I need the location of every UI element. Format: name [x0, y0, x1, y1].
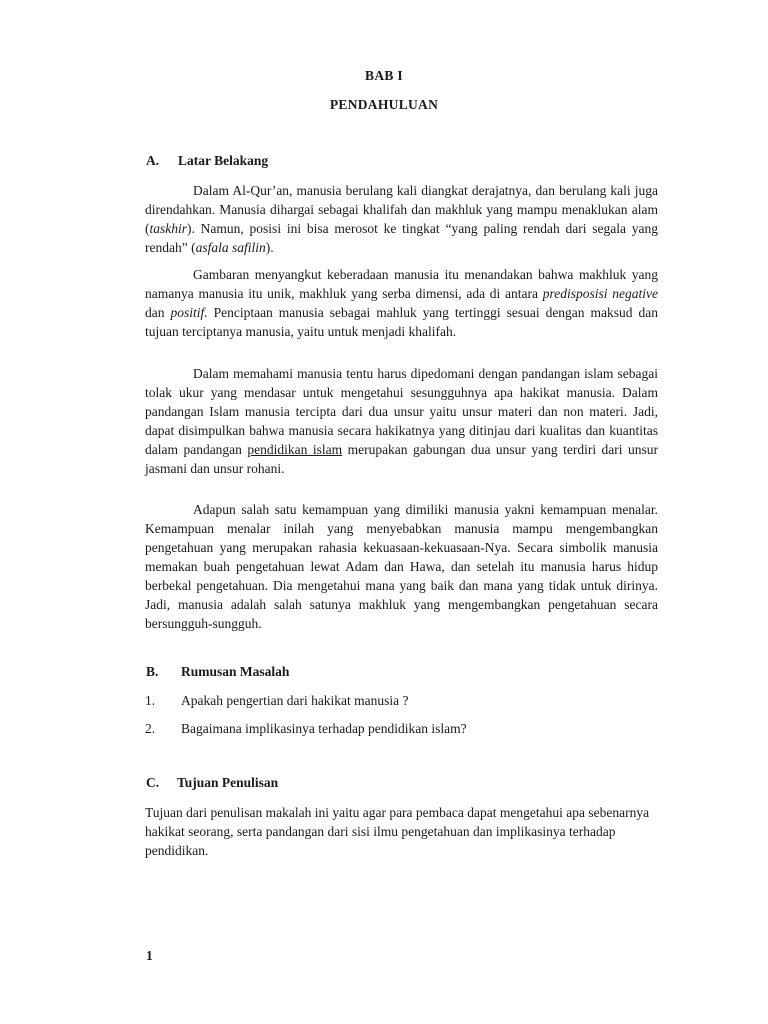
italic-term: predisposisi negative — [542, 286, 658, 301]
text-run: Dalam Al-Qur’an, manusia berulang kali diangkat derajatnya, dan berulang kali juga direndahkan. Manusia dihargai sebagai khalifah dan makhluk yang mampu menaklukan alam ( — [145, 183, 658, 236]
italic-term: taskhir — [149, 221, 188, 236]
paragraph-a1 — [145, 181, 658, 257]
section-b-title — [146, 664, 289, 680]
section-a-heading: Latar Belakang — [178, 153, 269, 168]
text-run: Tujuan dari penulisan makalah ini yaitu agar para pembaca dapat mengetahui apa sebenarnya hakikat seorang, serta pandangan dari sisi ilmu pengetahuan dan implikasinya terhadap pendidikan. — [145, 805, 650, 858]
paragraph-a2 — [145, 265, 658, 341]
chapter-title: PENDAHULUAN — [329, 97, 439, 112]
paragraph-c1 — [145, 803, 665, 860]
text-run: Adapun salah satu kemampuan yang dimiliki manusia yakni kemampuan menalar. Kemampuan menalar inilah yang menyebabkan manusia mampu mengembangkan pengetahuan yang merupakan rahasia kekuasaan-kekuasaan-Nya. Secara simbolik manusia memakan buah pengetahuan lewat Adam dan Hawa, dan setelah itu manusia harus hidup berbekal pengetahuan. Dia mengetahui mana yang baik dan mana yang tidak untuk dirinya. Jadi, manusia adalah salah satunya makhluk yang mengembangkan pengetahuan secara bersungguh-sungguh. — [145, 502, 658, 631]
section-a-title — [146, 153, 268, 169]
underlined-term: pendidikan islam — [247, 442, 343, 457]
section-c-heading: Tujuan Penulisan — [177, 775, 279, 790]
list-item — [145, 693, 409, 709]
list-number: 2. — [145, 721, 156, 736]
text-run: Gambaran menyangkut keberadaan manusia itu menandakan bahwa makhluk yang namanya manusia itu unik, makhluk yang serba dimensi, ada di antara — [145, 267, 658, 301]
section-a-letter: A. — [146, 153, 160, 168]
paragraph-a4 — [145, 500, 658, 633]
text-run: Penciptaan manusia sebagai mahluk yang tertinggi sesuai dengan maksud dan tujuan terciptanya manusia, yaitu untuk menjadi khalifah. — [145, 305, 658, 339]
text-run: ). Namun, posisi ini bisa merosot ke tingkat “yang paling rendah dari segala yang rendah” ( — [145, 221, 658, 255]
text-run: Dalam memahami manusia tentu harus dipedomani dengan pandangan islam sebagai tolak ukur yang mendasar untuk mengetahui sesungguhnya apa hakikat manusia. Dalam pandangan Islam manusia tercipta dari dua unsur yaitu unsur materi dan non materi. Jadi, dapat disimpulkan bahwa manusia secara hakikatnya yang ditinjau dari kualitas dan kuantitas dalam pandangan — [145, 366, 658, 457]
section-c-title — [146, 775, 278, 791]
list-text: Apakah pengertian dari hakikat manusia ? — [181, 693, 409, 708]
section-b-heading: Rumusan Masalah — [181, 664, 290, 679]
text-run: ). — [265, 240, 274, 255]
section-c-letter: C. — [146, 775, 160, 790]
page-number: 1 — [146, 948, 153, 963]
text-run: dan — [145, 305, 171, 320]
chapter-label: BAB I — [365, 68, 403, 83]
italic-term: asfala safilin — [195, 240, 266, 255]
section-b-letter: B. — [146, 664, 159, 679]
list-number: 1. — [145, 693, 156, 708]
italic-term: positif. — [170, 305, 208, 320]
text-run: merupakan gabungan dua unsur yang terdiri dari unsur jasmani dan unsur rohani. — [145, 442, 658, 476]
list-item — [145, 721, 467, 737]
paragraph-a3 — [145, 364, 658, 478]
list-text: Bagaimana implikasinya terhadap pendidikan islam? — [181, 721, 467, 736]
